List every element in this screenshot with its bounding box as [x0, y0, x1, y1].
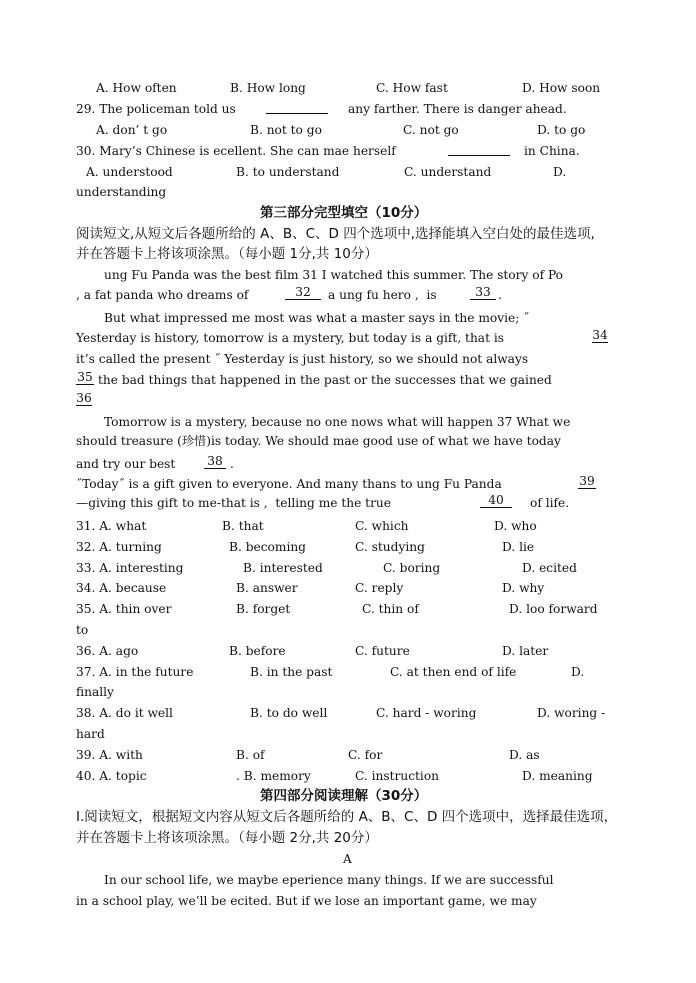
blank-39: 39	[579, 474, 595, 488]
passage-line	[0, 391, 696, 411]
passage-line: , a fat panda who dreams of 32 a ung fu hero , is 33 .	[76, 285, 502, 302]
part4-instructions: I.阅读短文，根据短文内容从短文后各题所给的 A、B、C、D 四个选项中，选择最佳选项，	[76, 809, 618, 825]
q28-option-b: B. How long	[230, 81, 306, 95]
blank-34: 34	[592, 328, 608, 342]
blank-38: 38	[204, 454, 226, 469]
q30-blank	[448, 141, 510, 156]
q28-options	[0, 78, 696, 98]
passage-line: But what impressed me most was what a master says in the movie; ˝	[104, 311, 530, 325]
option-row-cont: finally	[76, 685, 114, 699]
passage-line: Yesterday is history, tomorrow is a mystery, but today is a gift, that is 34	[76, 328, 608, 345]
q28-option-d: D. How soon	[522, 81, 601, 95]
passage-a-line: In our school life, we maybe eperience many things. If we are successful	[104, 873, 554, 887]
option-row: 32. A. turning B. becoming C. studying D. lie	[76, 540, 535, 554]
q30-options: A. understood B. to understand C. understand D.	[86, 165, 567, 179]
blank-33: 33	[470, 285, 496, 300]
q30-option-d-cont: understanding	[76, 185, 167, 199]
part3-instructions: 阅读短文,从短文后各题所给的 A、B、C、D 四个选项中,选择能填入空白处的最佳选项,	[76, 226, 595, 242]
part3-instructions-2: 并在答题卡上将该项涂黑。（每小题 1分,共 10分）	[76, 246, 378, 262]
passage-line: —giving this gift to me-that is , telling me the true 40 of life.	[76, 493, 570, 510]
blank-35: 35	[77, 370, 93, 384]
option-row: 34. A. because B. answer C. reply D. why	[76, 581, 545, 595]
passage-line: Tomorrow is a mystery, because no one nows what will happen 37 What we	[104, 415, 571, 429]
part4-instructions-2: 并在答题卡上将该项涂黑。（每小题 2分,共 20分）	[76, 830, 378, 846]
blank-40: 40	[480, 493, 512, 508]
option-row: 38. A. do it well B. to do well C. hard - woring D. woring -	[76, 706, 606, 720]
part3-heading: 第三部分完型填空（10分）	[260, 205, 428, 221]
section-a-label: A	[343, 852, 352, 866]
option-row: 39. A. with B. of C. for D. as	[76, 748, 540, 762]
option-row: 31. A. what B. that C. which D. who	[76, 519, 537, 533]
option-row: 36. A. ago B. before C. future D. later	[76, 644, 549, 658]
q29-blank	[266, 99, 328, 114]
option-row-cont: hard	[76, 727, 105, 741]
q28-option-a: A. How often	[96, 81, 177, 95]
passage-a-line: in a school play, we’ll be ecited. But if we lose an important game, we may	[76, 894, 537, 908]
q28-option-c: C. How fast	[376, 81, 448, 95]
part4-heading: 第四部分阅读理解（30分）	[260, 788, 428, 804]
blank-32: 32	[285, 285, 321, 300]
option-row-cont: to	[76, 623, 89, 637]
blank-36: 36	[76, 391, 92, 405]
passage-line: and try our best 38 .	[76, 454, 234, 471]
passage-line: ung Fu Panda was the best film 31 I watched this summer. The story of Po	[104, 268, 563, 282]
option-row: 33. A. interesting B. interested C. boring D. ecited	[76, 561, 577, 575]
option-row: 35. A. thin over B. forget C. thin of D. loo forward	[76, 602, 598, 616]
option-row: 37. A. in the future B. in the past C. at then end of life D.	[76, 665, 585, 679]
passage-line: ˝Today˝ is a gift given to everyone. And many thans to ung Fu Panda 39	[76, 474, 595, 491]
passage-line: 35 the bad things that happened in the past or the successes that we gained	[77, 370, 552, 387]
q30-stem: 30. Mary’s Chinese is ecellent. She can mae herself in China.	[0, 141, 696, 161]
option-row: 40. A. topic . B. memory C. instruction D. meaning	[76, 769, 593, 783]
passage-line: should treasure (珍惜)is today. We should mae good use of what we have today	[76, 434, 561, 448]
q29-stem: 29. The policeman told us any farther. There is danger ahead.	[0, 99, 696, 119]
passage-line: it’s called the present ˝ Yesterday is just history, so we should not always	[76, 352, 529, 366]
q29-options: A. don’ t go B. not to go C. not go D. to go	[96, 123, 586, 137]
